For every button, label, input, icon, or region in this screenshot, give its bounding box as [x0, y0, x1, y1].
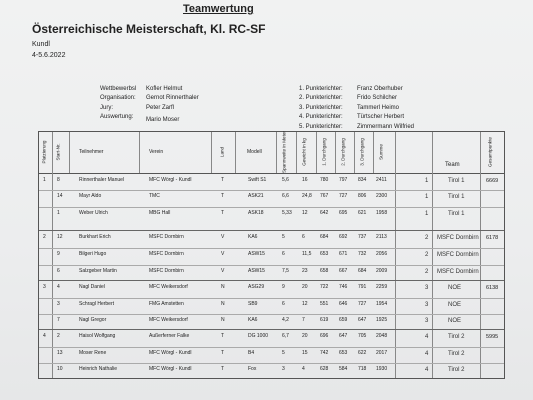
cell-d1: 628 [320, 366, 329, 372]
column-header-durchgang-1: 1. Durchgang [321, 138, 327, 166]
cell-team-number: 3 [425, 318, 429, 324]
cell-gewicht: 11,5 [302, 251, 312, 257]
row-divider [39, 265, 504, 266]
cell-d2: 746 [339, 284, 348, 290]
official-label: Organisation: [100, 95, 136, 102]
cell-start: 3 [57, 301, 60, 307]
cell-team-number: 2 [425, 252, 429, 258]
row-divider [39, 347, 504, 348]
cell-d2: 671 [339, 251, 348, 257]
cell-d1: 642 [320, 210, 329, 216]
cell-start: 12 [57, 234, 63, 240]
cell-name: Haisol Wolfgang [79, 333, 116, 339]
cell-team: Tirol 1 [448, 178, 465, 184]
cell-modell: Swift S1 [248, 177, 267, 183]
column-header-platzierung: Platzierung [41, 140, 47, 164]
cell-land: N [221, 284, 225, 290]
cell-summe: 2411 [376, 177, 387, 183]
cell-team: NOE [448, 285, 462, 291]
cell-modell: KA6 [248, 317, 258, 323]
cell-name: Rinnerthaler Manuel [79, 177, 125, 183]
cell-summe: 1930 [376, 366, 388, 372]
official-value: Türtscher Herbert [357, 114, 405, 121]
cell-d2: 646 [339, 301, 348, 307]
cell-team-number: 2 [425, 235, 429, 241]
cell-land: T [221, 350, 225, 356]
event-title: Österreichische Meisterschaft, Kl. RC-SF [32, 22, 266, 36]
column-header-land: Land [219, 146, 225, 158]
cell-team: MSFC Dornbirn [437, 235, 479, 241]
cell-name: Nagl Daniel [79, 284, 105, 290]
official-label: Jury: [100, 104, 114, 111]
officials-left-values [146, 85, 199, 126]
column-divider [316, 132, 317, 173]
column-header-start-nr: Start-Nr. [55, 143, 61, 161]
cell-platz: 4 [43, 333, 46, 339]
cell-verein: MFC Weikersdorf [149, 284, 188, 290]
official-label: Wettbewerbsl [100, 86, 137, 92]
column-header-teilnehmer: Teilnehmer [79, 149, 104, 155]
cell-name: Weber Ulrich [79, 210, 108, 216]
cell-start: 10 [57, 366, 63, 372]
official-label: 3. Punkterichter: [299, 104, 343, 111]
cell-start: 2 [57, 333, 60, 339]
cell-gewicht: 24,8 [302, 193, 312, 199]
cell-land: N [221, 301, 225, 307]
official-value: Franz Oberhuber [357, 86, 403, 92]
cell-verein: TMC [149, 193, 160, 199]
official-value: Gernot Rinnerthaler [146, 95, 199, 102]
cell-name: Burkhart Erich [79, 234, 111, 240]
cell-spann: 6 [282, 251, 285, 257]
column-divider [235, 132, 236, 173]
cell-start: 13 [57, 350, 63, 356]
cell-start: 6 [57, 268, 60, 274]
cell-d3: 647 [358, 317, 367, 323]
cell-spann: 6,7 [282, 333, 289, 339]
column-divider [52, 132, 53, 378]
cell-team-number: 3 [425, 285, 429, 291]
cell-gewicht: 4 [302, 366, 305, 372]
row-divider [39, 207, 504, 208]
cell-modell: ASW15 [248, 268, 265, 274]
cell-gewicht: 12 [302, 210, 308, 216]
cell-team: Tirol 1 [448, 211, 465, 217]
cell-d1: 551 [320, 301, 329, 307]
row-divider [39, 248, 504, 249]
cell-d1: 696 [320, 333, 329, 339]
column-divider [354, 132, 355, 173]
cell-gewicht: 12 [302, 301, 308, 307]
cell-d2: 653 [339, 350, 348, 356]
group-divider [39, 230, 504, 231]
official-value: Kofler Helmut [146, 86, 183, 92]
results-table [38, 131, 505, 379]
cell-team: MSFC Dornbirn [437, 252, 479, 258]
cell-d1: 780 [320, 177, 329, 183]
cell-modell: ASK21 [248, 193, 264, 199]
official-value: Zimmermann Wilfried [357, 123, 415, 130]
group-divider [39, 280, 504, 281]
cell-name: Nagl Gregor [79, 317, 107, 323]
column-divider [139, 132, 140, 173]
officials-right-values [357, 85, 414, 132]
cell-spann: 6 [282, 301, 285, 307]
column-header-summe: Summe [378, 144, 384, 160]
cell-d1: 722 [320, 284, 329, 290]
event-place: Kundl [32, 41, 50, 48]
officials-left-labels [100, 85, 136, 123]
cell-start: 1 [57, 210, 60, 216]
cell-d1: 619 [320, 317, 329, 323]
official-value: Frido Schilcher [357, 95, 398, 102]
cell-verein: MBG Hall [149, 210, 171, 216]
cell-start: 8 [57, 177, 60, 183]
cell-team-number: 1 [425, 211, 429, 217]
official-value: Mario Moser [146, 117, 180, 124]
column-divider [335, 132, 336, 173]
cell-start: 4 [57, 284, 60, 290]
page-title: Teamwertung [183, 3, 254, 15]
cell-land: T [221, 210, 225, 216]
cell-name: Moser Rene [79, 350, 107, 356]
cell-gewicht: 7 [302, 317, 305, 323]
cell-summe: 2056 [376, 251, 388, 257]
cell-land: V [221, 268, 225, 274]
cell-platz: 2 [43, 234, 46, 240]
cell-spann: 5,33 [282, 210, 292, 216]
cell-modell: SB9 [248, 301, 258, 307]
cell-verein: FMG Amstetten [149, 301, 184, 307]
cell-team-number: 4 [425, 351, 429, 357]
cell-gesamtpunkte: 6178 [486, 235, 499, 241]
cell-summe: 2017 [376, 350, 388, 356]
column-divider [395, 132, 396, 378]
cell-modell: KA6 [248, 234, 258, 240]
cell-land: T [221, 193, 225, 199]
cell-land: N [221, 317, 225, 323]
cell-d3: 621 [358, 210, 367, 216]
row-divider [39, 314, 504, 315]
cell-d2: 692 [339, 234, 348, 240]
cell-start: 7 [57, 317, 60, 323]
cell-team: NOE [448, 318, 462, 324]
cell-summe: 2009 [376, 268, 388, 274]
cell-d1: 653 [320, 251, 329, 257]
column-divider [432, 132, 433, 378]
cell-verein: MFC Wörgl - Kundl [149, 177, 192, 183]
cell-team-number: 1 [425, 194, 429, 200]
official-label: 1. Punkterichter: [299, 86, 343, 92]
cell-d2: 797 [339, 177, 348, 183]
cell-spann: 5 [282, 234, 285, 240]
cell-team: Tirol 2 [448, 351, 465, 357]
cell-platz: 3 [43, 284, 46, 290]
official-label: 2. Punkterichter: [299, 95, 343, 102]
table-header [39, 132, 504, 174]
cell-spann: 6,6 [282, 193, 289, 199]
cell-gewicht: 23 [302, 268, 308, 274]
cell-d3: 791 [358, 284, 367, 290]
cell-d3: 727 [358, 301, 367, 307]
cell-d2: 647 [339, 333, 348, 339]
cell-d1: 684 [320, 234, 329, 240]
cell-d3: 718 [358, 366, 367, 372]
cell-gewicht: 15 [302, 350, 308, 356]
cell-modell: Fox [248, 366, 257, 372]
cell-summe: 2048 [376, 333, 388, 339]
cell-d3: 834 [358, 177, 367, 183]
event-date: 4-5.6.2022 [32, 52, 66, 59]
cell-d3: 806 [358, 193, 367, 199]
officials-right-labels [299, 85, 343, 132]
cell-verein: MSFC Dornbirn [149, 268, 184, 274]
cell-start: 9 [57, 251, 60, 257]
column-header-modell: Modell [247, 149, 262, 155]
cell-gesamtpunkte: 5995 [486, 334, 499, 340]
cell-d3: 732 [358, 251, 367, 257]
official-value: Peter Zarfl [146, 104, 175, 111]
column-divider [69, 132, 70, 173]
cell-d3: 684 [358, 268, 367, 274]
cell-platz: 1 [43, 177, 46, 183]
column-divider [480, 132, 481, 378]
cell-verein: MSFC Dornbirn [149, 234, 184, 240]
cell-summe: 1958 [376, 210, 388, 216]
cell-spann: 5,6 [282, 177, 289, 183]
cell-spann: 5 [282, 350, 285, 356]
column-header-verein: Verein [149, 149, 164, 155]
cell-land: V [221, 251, 225, 257]
cell-land: T [221, 177, 225, 183]
cell-gesamtpunkte: 6138 [486, 285, 499, 291]
cell-gewicht: 16 [302, 177, 308, 183]
cell-d2: 695 [339, 210, 348, 216]
column-header-durchgang-3: 3. Durchgang [359, 138, 365, 166]
cell-team: NOE [448, 302, 462, 308]
cell-summe: 1925 [376, 317, 388, 323]
row-divider [39, 363, 504, 364]
cell-summe: 2300 [376, 193, 388, 199]
cell-spann: 4,2 [282, 317, 289, 323]
cell-team: Tirol 1 [448, 194, 465, 200]
cell-d2: 667 [339, 268, 348, 274]
column-divider [296, 132, 297, 173]
cell-team-number: 4 [425, 367, 429, 373]
column-header-durchgang-2: 2. Durchgang [340, 138, 346, 166]
cell-verein: MSFC Dornbirn [149, 251, 184, 257]
cell-d1: 742 [320, 350, 329, 356]
official-value: Tammerl Heimo [357, 104, 400, 111]
cell-gesamtpunkte: 6669 [486, 178, 499, 184]
cell-d1: 767 [320, 193, 329, 199]
cell-team-number: 4 [425, 334, 429, 340]
cell-name: Bilgeri Hugo [79, 251, 107, 257]
row-divider [39, 298, 504, 299]
cell-team: MSFC Dornbirn [437, 269, 479, 275]
cell-summe: 2113 [376, 234, 387, 240]
official-label: 4. Punkterichter: [299, 114, 343, 121]
cell-summe: 1954 [376, 301, 388, 307]
cell-verein: MFC Wörgl - Kundl [149, 366, 192, 372]
cell-land: T [221, 366, 225, 372]
cell-d2: 659 [339, 317, 348, 323]
cell-gewicht: 6 [302, 234, 305, 240]
column-divider [276, 132, 277, 173]
cell-team: Tirol 2 [448, 367, 465, 373]
cell-gewicht: 20 [302, 333, 308, 339]
cell-d2: 727 [339, 193, 348, 199]
cell-team-number: 2 [425, 269, 429, 275]
cell-team: Tirol 2 [448, 334, 465, 340]
group-divider [39, 329, 504, 330]
cell-team-number: 3 [425, 302, 429, 308]
column-header-spannweite: Spannweite in Meter [281, 131, 287, 173]
cell-land: V [221, 234, 225, 240]
column-divider [211, 132, 212, 173]
official-label: 5. Punkterichter: [299, 123, 343, 130]
cell-name: Schragl Herbert [79, 301, 115, 307]
cell-d3: 705 [358, 333, 367, 339]
cell-start: 14 [57, 193, 63, 199]
column-divider [373, 132, 374, 173]
cell-d2: 584 [339, 366, 348, 372]
cell-team-number: 1 [425, 178, 429, 184]
cell-verein: MFC Weikersdorf [149, 317, 188, 323]
cell-d3: 622 [358, 350, 367, 356]
column-header-gewicht: Gewicht in kg [301, 138, 307, 166]
cell-spann: 3 [282, 366, 285, 372]
cell-verein: Außerferner Falke [149, 333, 190, 339]
cell-d3: 737 [358, 234, 367, 240]
column-header-team: Team [445, 162, 460, 168]
cell-name: Salzgeber Martin [79, 268, 117, 274]
cell-verein: MFC Wörgl - Kundl [149, 350, 192, 356]
cell-name: Mayr Aldo [79, 193, 102, 199]
column-header-gesamtpunkte: Gesamtpunkte [487, 137, 493, 167]
cell-modell: DG 1000 [248, 333, 269, 339]
cell-land: T [221, 333, 225, 339]
cell-gewicht: 20 [302, 284, 308, 290]
cell-summe: 2259 [376, 284, 388, 290]
row-divider [39, 190, 504, 191]
cell-modell: ASW15 [248, 251, 265, 257]
cell-d1: 658 [320, 268, 329, 274]
cell-modell: ASK18 [248, 210, 264, 216]
cell-modell: B4 [248, 350, 255, 356]
cell-spann: 7,5 [282, 268, 289, 274]
official-label: Auswertung: [100, 114, 134, 121]
cell-name: Heinrich Nathalie [79, 366, 118, 372]
cell-spann: 9 [282, 284, 285, 290]
cell-modell: ASG29 [248, 284, 265, 290]
